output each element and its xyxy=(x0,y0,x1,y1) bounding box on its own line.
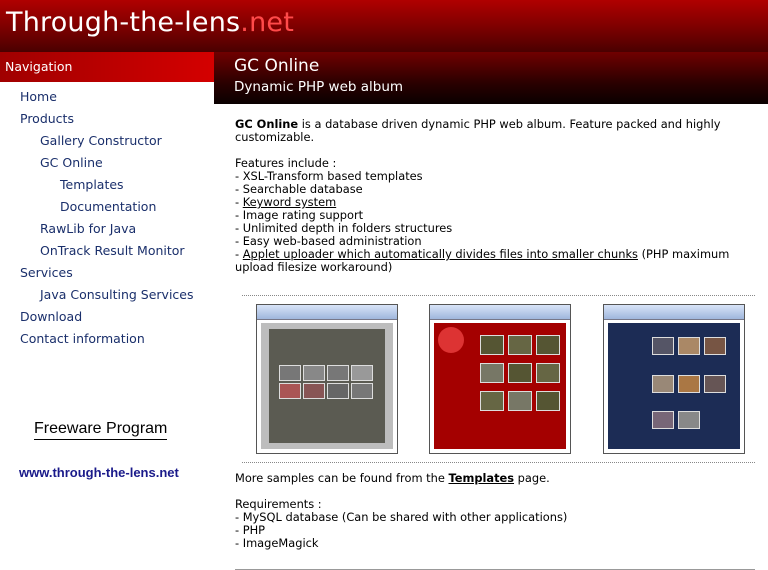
applet-uploader-link[interactable]: Applet uploader which automatically divides files into smaller chunks xyxy=(242,247,638,261)
page-title: GC Online xyxy=(234,56,320,76)
page-title-bar xyxy=(214,52,768,104)
site-header xyxy=(0,0,768,52)
requirement-item: - PHP xyxy=(235,523,266,537)
features-heading: Features include : xyxy=(235,156,337,170)
divider xyxy=(242,462,755,463)
nav-item-gc-online[interactable]: GC Online xyxy=(40,155,103,170)
intro-text: is a database driven dynamic PHP web album. Feature packed and highly customizable. xyxy=(235,117,721,144)
navigation-heading: Navigation xyxy=(5,59,73,74)
feature-item: - Unlimited depth in folders structures xyxy=(235,221,453,235)
nav-item-templates[interactable]: Templates xyxy=(60,177,124,192)
nav-item-contact-information[interactable]: Contact information xyxy=(20,331,145,346)
feature-item: - Image rating support xyxy=(235,208,364,222)
nav-item-ontrack-result-monitor[interactable]: OnTrack Result Monitor xyxy=(40,243,185,258)
requirement-item: - MySQL database (Can be shared with other applications) xyxy=(235,510,568,524)
site-logo[interactable] xyxy=(6,7,294,38)
feature-item: - Applet uploader which automatically divides files into smaller chunks (PHP maximum upload filesize workaround) xyxy=(235,247,730,274)
intro-paragraph xyxy=(235,118,755,144)
brand-name: Through-the-lens xyxy=(6,7,241,38)
nav-item-rawlib-for-java[interactable]: RawLib for Java xyxy=(40,221,137,236)
templates-page-link[interactable]: Templates xyxy=(448,471,515,485)
template-screenshot-red[interactable] xyxy=(429,304,571,454)
nav-item-home[interactable]: Home xyxy=(20,89,57,104)
freeware-program-badge: Freeware Program xyxy=(34,420,167,440)
requirement-item: - ImageMagick xyxy=(235,536,319,550)
template-screenshot-gray[interactable] xyxy=(256,304,398,454)
feature-item: - Easy web-based administration xyxy=(235,234,422,248)
requirements-heading: Requirements : xyxy=(235,497,322,511)
main-content xyxy=(235,118,755,274)
nav-item-products[interactable]: Products xyxy=(20,111,74,126)
site-url-link[interactable]: www.through-the-lens.net xyxy=(19,465,179,480)
nav-item-java-consulting-services[interactable]: Java Consulting Services xyxy=(40,287,194,302)
keyword-system-link[interactable]: Keyword system xyxy=(242,195,337,209)
navigation-heading-bar xyxy=(0,52,214,82)
nav-item-documentation[interactable]: Documentation xyxy=(60,199,157,214)
sidebar xyxy=(0,52,214,570)
template-screenshot-blue[interactable] xyxy=(603,304,745,454)
intro-product-name: GC Online xyxy=(235,117,299,131)
feature-item: - Searchable database xyxy=(235,182,363,196)
divider xyxy=(242,295,755,296)
feature-item: - Keyword system xyxy=(235,195,337,209)
brand-tld: .net xyxy=(240,7,294,38)
nav-item-gallery-constructor[interactable]: Gallery Constructor xyxy=(40,133,162,148)
page-subtitle: Dynamic PHP web album xyxy=(234,79,404,95)
nav-item-services[interactable]: Services xyxy=(20,265,73,280)
samples-text: More samples can be found from the Templates page. xyxy=(235,471,550,485)
samples-section xyxy=(235,472,755,550)
feature-item: - XSL-Transform based templates xyxy=(235,169,423,183)
nav-item-download[interactable]: Download xyxy=(20,309,83,324)
